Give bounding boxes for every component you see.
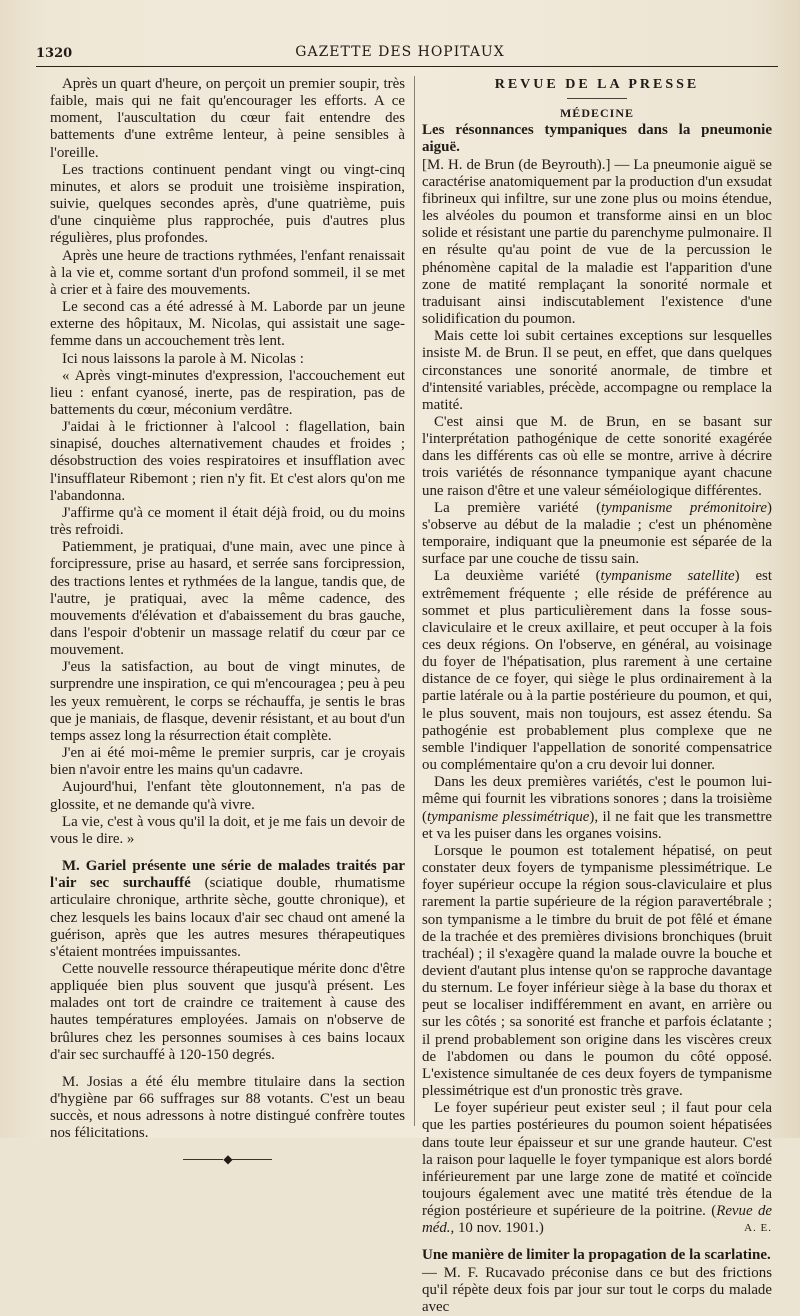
paragraph: M. Josias a été élu membre titulaire dans la section d'hygiène par 66 suffrages sur 88 votants. C'est un beau succès, et nous adressons à notre distingué confrère toutes nos félicitations. [50,1073,405,1142]
header-rule [36,66,778,67]
paragraph: Les tractions continuent pendant vingt ou vingt-cinq minutes, et alors se produit une troisième inspiration, suivie, quelques secondes après, d'une quatrième, puis d'une cinquième plus rapprochée, puis d'autres plus régulières, plus profondes. [50,161,405,247]
paragraph: « Après vingt-minutes d'expression, l'accouchement eut lieu : enfant cyanosé, inerte, pas de respiration, pas de battements du cœur, méconium verdâtre. [50,367,405,418]
page-number: 1320 [36,46,73,61]
journal-title: GAZETTE DES HOPITAUX [295,44,505,60]
paragraph [422,500,772,569]
paragraph: Lorsque le poumon est totalement hépatisé, on peut constater deux foyers de tympanisme plessimétrique. Le foyer supérieur occupe la région sous-claviculaire et plus rarement la partie supérieure de la région paravertébrale ; son tympanisme a le timbre du bruit de pot fêlé et émane de la trachée et des premières divisions bronchiques (bruit trachéal) ; il s'exagère quand la malade ouvre la bouche et devient d'autant plus intense qu'on se rapproche davantage du sternum. Le foyer inférieur siège à la base du thorax et peut se localiser indifféremment en avant, en arrière ou sur les côtés ; sa sonorité est franche et parfois éclatante ; il prend probablement son origine dans les viscères creux de l'abdomen ou dans le poumon du côté opposé. L'existence simultanée de ces deux foyers de tympanisme plessimétrique est d'un pronostic très grave. [422,842,772,1100]
paragraph [422,774,772,843]
paragraph: J'eus la satisfaction, au bout de vingt minutes, de surprendre une inspiration, ce qui m'encouragea ; peu à peu les yeux remuèrent, le corps se réchauffa, je sentis le bras que je maniais, de flasque, devenir résistant, et au bout d'un temps assez long la résurrection était complète. [50,659,405,744]
paragraph-text: ) est extrêmement fréquente ; elle réside de préférence au sommet et plus particulièrement dans la fosse sous-claviculaire et le creux axillaire, et peut occuper à la fois ces deux régions. On l'observe, en général, au voisinage du foyer de l'hépatisation, plus rarement à une certaine distance de ce foyer, qui siège le plus ordinairement à la partie latérale ou à la partie postérieure du poumon, et qui, le plus souvent, mais non toujours, est assez étendu. Sa pathogénie est probablement plus complexe que ne semble l'indiquer l'appellation de sonorité compensatrice ou complémentaire qu'on a cru devoir lui donner. [422,568,772,774]
paragraph: La vie, c'est à vous qu'il la doit, et je me fais un devoir de vous le dire. » [50,813,405,847]
italic-term: tympanisme satellite [600,568,735,585]
article-author: [M. H. de Brun (de Beyrouth).] [422,156,611,173]
section-rule [567,98,627,99]
paragraph-text: ), il ne fait que les transmettre et va les puiser dans les organes voisins. [422,808,772,842]
paragraph [50,858,405,961]
column-divider [414,76,415,1126]
paragraph-text: La première variété ( [434,499,602,516]
paragraph: Patiemment, je pratiquai, d'une main, avec une pince à forcipressure, prise au hasard, et serrée sans forcipression, des tractions lentes et rythmées de la langue, tandis que, de l'autre, je pratiquai, avec la même cadence, des mouvements d'élévation et d'abaissement du bras gauche, dans l'espoir d'obtenir un massage relatif du cœur par ce mouvement. [50,539,405,659]
paragraph-text: La deuxième variété ( [434,568,601,585]
article-title: Les résonnances tympaniques dans la pneumonie aiguë. [422,122,772,156]
italic-term: tympanisme plessimétrique [426,808,590,825]
paragraph: C'est ainsi que M. de Brun, en se basant sur l'interprétation pathogénique de cette sonorité exagérée dans les différents cas où elle se montre, arrive à décrire trois variétés de résonnance tympanique ayant chacune une raison d'être et une valeur séméiologique différentes. [422,413,772,499]
paragraph: Après un quart d'heure, on perçoit un premier soupir, très faible, mais qui ne fait qu'encourager les efforts. A ce moment, l'auscultation du cœur fait entendre des battements d'une extrême lenteur, à peine sensibles à l'oreille. [50,76,405,161]
paragraph-text: , 10 nov. 1901.) [450,1220,544,1237]
paragraph-text: (sciatique double, rhumatisme articulaire chronique, arthrite sèche, goutte chronique), et chez lesquels les bains locaux d'air sec chaud ont amené la guérison, après que les autres mesures thérapeutiques s'étaient montrées impuissantes. [50,875,405,960]
italic-citation: Revue de méd. [422,1203,772,1237]
paragraph: Ici nous laissons la parole à M. Nicolas : [62,350,304,367]
paragraph: [M. H. de Brun (de Beyrouth).] — La pneumonie aiguë se caractérise anatomiquement par la production d'un exsudat fibrineux qui infiltre, sur une zone plus ou moins étendue, les alvéoles du poumon et transforme ainsi en un bloc solide et résistant une partie du parenchyme pulmonaire. Il en résulte qu'au point de vue de la percussion le phénomène capital de la maladie est l'apparition d'une zone de matité remplaçant la sonorité normale et traduisant ainsi indiscutablement l'existence d'une solidification du poumon. [422,156,773,328]
paragraph-text: Dans les deux premières variétés, c'est le poumon lui-même qui fournit les vibrations sonores ; dans la troisième ( [422,774,772,825]
paragraph: J'en ai été moi-même le premier surpris, car je croyais bien n'avoir entre les mains qu'un cadavre. [50,745,405,779]
paragraph: Mais cette loi subit certaines exceptions sur lesquelles insiste M. de Brun. Il se peut, en effet, que dans quelques circonstances une sonorité anormale, de timbre et d'intensité variables, précède, accompagne ou remplace la matité. [422,328,772,413]
section-heading: REVUE DE LA PRESSE [494,77,700,92]
paragraph-text: ) s'observe au début de la maladie ; c'est un phénomène temporaire, indiquant que la pneumonie est séparée de la surface par une couche de tissu sain. [422,499,772,568]
paragraph: J'affirme qu'à ce moment il était déjà froid, ou du moins très refroidi. [50,504,405,539]
paragraph-text: La pneumonie aiguë se caractérise anatomiquement par la production d'un exsudat fibrineux qui infiltre, sur une zone plus ou moins étendue, les alvéoles du poumon et transforme ainsi en un bloc solide et résistant une partie du parenchyme pulmonaire. Il en résulte qu'au point de vue de la percussion le phénomène capital de la maladie est l'apparition d'une zone de matité remplaçant la sonorité normale et traduisant ainsi indiscutablement l'existence d'une solidification du poumon. [422,156,773,328]
paragraph: — M. F. Rucavado préconise dans ce but des frictions qu'il répète deux fois par jour sur tout le corps du malade avec [422,1264,772,1315]
paragraph [422,1100,772,1237]
paragraph-text: Le foyer supérieur peut exister seul ; il faut pour cela que les parties postérieures du poumon soient hépatisées dans toute leur épaisseur et sur une grande hauteur. C'est la raison pour laquelle le foyer tympanique est alors bordé inférieurement par une large zone de matité et coïncide toujours également avec une matité très étendue de la région postérieure et supérieure de la poitrine. ( [422,1100,772,1220]
ornament-divider: ◆ [50,1151,405,1168]
paragraph: Cette nouvelle ressource thérapeutique mérite donc d'être appliquée bien plus souvent que jusqu'à présent. Les malades ont tort de craindre ce traitement à cause des hautes températures employées. Jamais on n'observe de brûlures chez les personnes soumises à ces bains locaux d'air sec surchauffé à 120-150 degrés. [50,960,405,1063]
paragraph: J'aidai à le frictionner à l'alcool : flagellation, bain sinapisé, douches alternativement chaudes et froides ; désobstruction des voies respiratoires et insufflation avec l'insufflateur Ribemont ; rien n'y fit. Et c'est alors qu'on me l'abandonna. [50,419,405,504]
rubric-heading: MÉDECINE [559,106,634,121]
left-column [50,76,405,1168]
italic-term: tympanisme prémonitoire [601,499,768,516]
bold-phrase: M. Gariel présente une série de malades traités par l'air sec surchauffé [50,858,405,892]
signature-initials: A. E. [744,1222,772,1235]
paragraph: Après une heure de tractions rythmées, l'enfant renaissait à la vie et, comme sortant d'un profond sommeil, il se met à crier et à faire des mouvements. [50,247,405,298]
paragraph: Aujourd'hui, l'enfant tète gloutonnement, n'a pas de glossite, et ne demande qu'à vivre. [50,779,405,813]
paragraph [422,568,772,774]
paragraph: Le second cas a été adressé à M. Laborde par un jeune externe des hôpitaux, M. Nicolas, qui assistait une sage-femme dans un accouchement très lent. [50,299,405,350]
right-column [422,76,772,1316]
article-title: Une manière de limiter la propagation de la scarlatine. [422,1247,771,1264]
